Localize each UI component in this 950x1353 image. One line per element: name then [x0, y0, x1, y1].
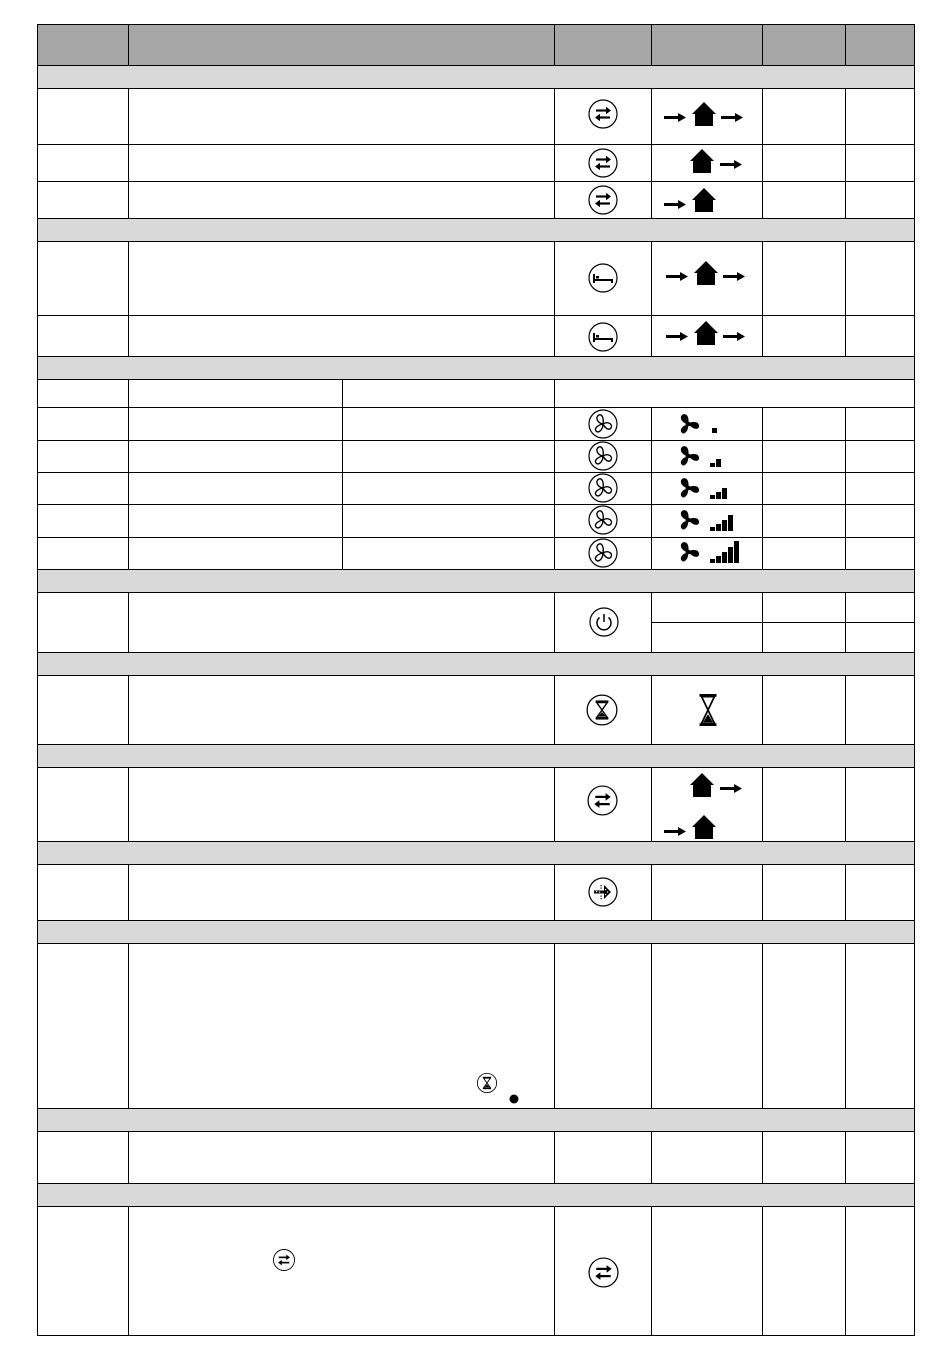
fan-button-icon	[587, 504, 619, 536]
section-band-4	[38, 570, 914, 592]
mode-button-icon	[587, 98, 619, 130]
timer-button-icon	[585, 693, 619, 727]
section-band-3	[38, 357, 914, 379]
fan-button-icon	[587, 440, 619, 472]
fan-level-1-icon	[678, 410, 742, 438]
fan-button-icon	[587, 537, 619, 569]
table-header	[38, 25, 914, 65]
fan-button-icon	[587, 472, 619, 504]
night-button-bed-icon	[587, 321, 619, 353]
section-band-6	[38, 745, 914, 767]
fan-level-5-icon	[678, 538, 742, 566]
filled-dot-icon	[509, 1094, 519, 1104]
filter-button-icon	[587, 876, 619, 908]
section-band-2	[38, 219, 914, 241]
mode-button-icon	[272, 1248, 296, 1272]
hourglass-icon	[699, 694, 717, 726]
house-exhaust-icon	[690, 148, 746, 174]
fan-button-icon	[587, 408, 619, 440]
house-with-arrows-icon	[664, 101, 746, 127]
section-band-5	[38, 653, 914, 675]
house-with-arrows-icon	[666, 320, 748, 346]
mode-button-icon	[587, 1256, 620, 1289]
house-intake-icon	[664, 813, 720, 840]
mode-button-icon	[587, 184, 619, 216]
power-button-icon	[588, 606, 620, 638]
timer-button-icon	[476, 1072, 498, 1094]
fan-level-4-icon	[678, 506, 742, 534]
mode-button-icon	[586, 784, 619, 817]
section-band-9	[38, 1109, 914, 1131]
night-button-bed-icon	[587, 262, 619, 294]
section-band-7	[38, 842, 914, 864]
section-band-10	[38, 1184, 914, 1206]
house-exhaust-icon	[690, 772, 746, 798]
fan-level-3-icon	[678, 474, 742, 502]
section-band-1	[38, 66, 914, 88]
mode-button-icon	[587, 147, 619, 179]
house-intake-icon	[664, 186, 720, 213]
section-band-8	[38, 921, 914, 943]
fan-level-2-icon	[678, 442, 742, 470]
house-with-arrows-icon	[666, 260, 748, 286]
